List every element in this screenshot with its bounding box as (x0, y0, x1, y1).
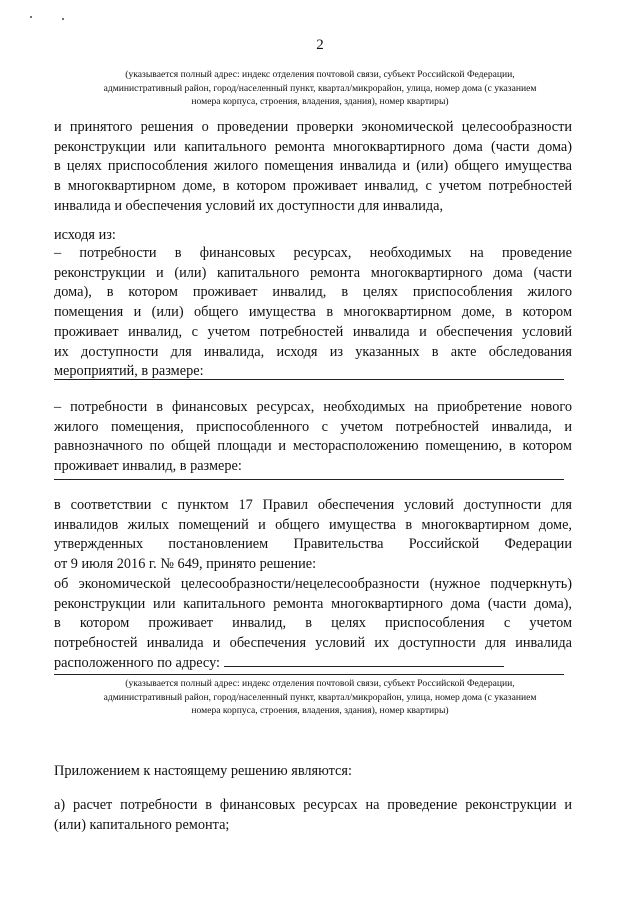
amount-blank-line-2 (54, 479, 564, 480)
attachments-intro: Приложением к настоящему решению являются: (54, 763, 352, 779)
address-blank-inline (224, 654, 504, 667)
decision-context-paragraph: и принятого решения о проведении проверки экономической целесообразности реконструкции или капитального ремонта многоквартирного дома (части дома) в целях приспособления жилого помещения инвалида и (или) общего имущества в многоквартирном доме, в котором проживает инвалид, с учетом потребностей инвалида и обеспечения условий их доступности для инвалида, (54, 119, 572, 214)
address-note-top: (указывается полный адрес: индекс отделения почтовой связи, субъект Российской Федерации, административный район, город/населенный пункт, квартал/микрорайон, улица, номер дома (с указанием номера корпуса, строения, владения, здания), номер квартиры) (103, 69, 537, 107)
decision-paragraph: в соответствии с пунктом 17 Правил обеспечения условий доступности для инвалидов жилых помещений и общего имущества в многоквартирном доме, утвержденных постановлением Правительства Российской Федерации от 9 июля 2016 г. № 649, принято решение: об экономической целесообразности/нецелесообразности (нужное подчеркнуть) реконструкции или капитального ремонта многоквартирного дома (части дома), в котором проживает инвалид, в целях приспособления с учетом потребностей инвалида и обеспечения условий их доступности для инвалида расположенного по адресу: (54, 497, 572, 671)
scan-speck (30, 16, 32, 18)
scan-speck (62, 18, 64, 20)
based-on-label: исходя из: (54, 227, 116, 243)
address-note-bottom: (указывается полный адрес: индекс отделения почтовой связи, субъект Российской Федерации, административный район, город/населенный пункт, квартал/микрорайон, улица, номер дома (с указанием номера корпуса, строения, владения, здания), номер квартиры) (103, 678, 537, 716)
need-new-housing-paragraph: – потребности в финансовых ресурсах, необходимых на приобретение нового жилого помещения, приспособленного с учетом потребностей инвалида, и равнозначного по общей площади и месторасположению помещению, в котором проживает инвалид, в размере: (54, 399, 572, 475)
amount-blank-line-1 (54, 379, 564, 380)
need-reconstruction-paragraph: – потребности в финансовых ресурсах, необходимых на проведение реконструкции и (или) капитального ремонта многоквартирного дома (части дома), в котором проживает инвалид, в целях приспособления жилого помещения и (или) общего имущества в многоквартирном доме, в котором проживает инвалид, с учетом потребностей инвалида и обеспечения условий их доступности для инвалида, исходя из указанных в акте обследования мероприятий, в размере: (54, 245, 572, 380)
page-number: 2 (316, 37, 324, 53)
attachment-item-a: а) расчет потребности в финансовых ресурсах на проведение реконструкции и (или) капитального ремонта; (54, 797, 572, 833)
address-blank-line (54, 674, 564, 675)
